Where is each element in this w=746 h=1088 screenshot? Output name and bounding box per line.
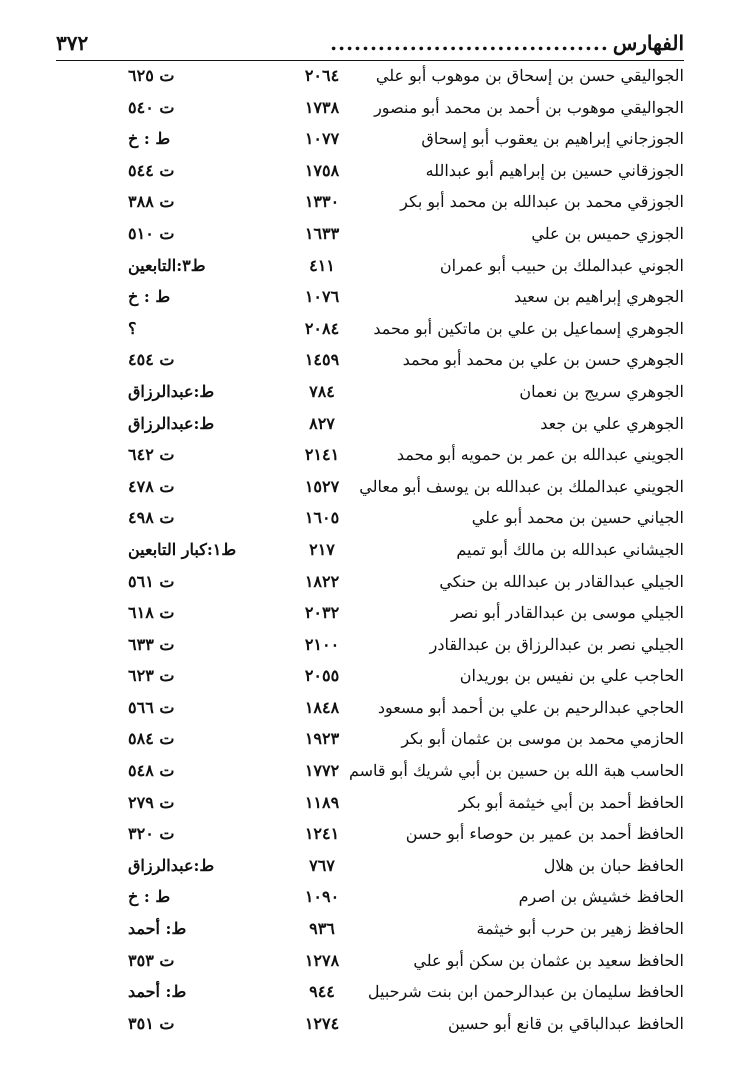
entry-number: ١٨٤٨ [304,697,340,717]
page-header [56,26,684,61]
entry-number: ١٠٩٠ [304,887,340,907]
entry-name: الجوهري إبراهيم بن سعيد [513,287,684,307]
entry-note: ط: أحمد [128,982,187,1002]
entry-number: ١٦٣٣ [304,223,340,243]
entry-note: ت ٥٤٠ [128,97,175,117]
entry-number: ٤١١ [309,255,335,275]
entry-name: الحافظ أحمد بن أبي خيثمة أبو بكر [458,792,684,812]
entry-name: الجوهري سريج بن نعمان [519,381,684,401]
entry-number: ٧٨٤ [309,381,335,401]
entry-note: ت ٣٥١ [128,1013,175,1033]
entry-number: ٩٤٤ [309,982,335,1002]
entry-number: ١٨٢٢ [304,571,340,591]
index-entry-row [0,155,746,187]
index-entry-row [0,502,746,534]
entry-name: الحافظ أحمد بن عمير بن حوصاء أبو حسن [405,824,684,844]
entry-name: الحافظ خشيش بن اصرم [518,887,684,907]
entry-name: الجوزقي محمد بن عبدالله بن محمد أبو بكر [400,192,684,212]
entry-name: الجويني عبدالملك بن عبدالله بن يوسف أبو معالي [359,476,684,496]
index-entry-row [0,945,746,977]
index-entry-row [0,344,746,376]
entry-number: ١٢٤١ [304,824,340,844]
entry-number: ١٠٧٦ [304,287,340,307]
entry-note: ت ٣٢٠ [128,824,175,844]
entry-name: الحاجي عبدالرحيم بن علي بن أحمد أبو مسعود [377,697,684,717]
entry-number: ٢١٧ [309,539,335,559]
index-entry-row [0,439,746,471]
index-entry-row [0,218,746,250]
index-entry-row [0,92,746,124]
entry-note: ت ٦٣٣ [128,634,175,654]
index-entry-list [0,60,746,1039]
entry-number: ٢١٠٠ [304,634,340,654]
entry-name: الجيلي عبدالقادر بن عبدالله بن حنكي [439,571,684,591]
index-entry-row [0,250,746,282]
index-entry-row [0,566,746,598]
entry-number: ٢١٤١ [304,445,340,465]
entry-number: ٢٠٦٤ [304,66,340,85]
entry-note: ت ٥٦١ [128,571,175,591]
entry-number: ١٧٧٢ [304,761,340,781]
entry-number: ١٣٣٠ [304,192,340,212]
header-leader-dots: ................................... [330,31,609,55]
entry-note: ط : خ [128,287,171,307]
entry-name: الجوني عبدالملك بن حبيب أبو عمران [439,255,684,275]
entry-number: ٧٦٧ [309,855,335,875]
entry-name: الحافظ سعيد بن عثمان بن سكن أبو علي [413,950,684,970]
entry-number: ٩٣٦ [309,919,335,939]
entry-note: ت ٥٤٤ [128,160,175,180]
entry-name: الحازمي محمد بن موسى بن عثمان أبو بكر [401,729,684,749]
entry-number: ١٩٢٣ [304,729,340,749]
entry-number: ٢٠٣٢ [304,603,340,623]
entry-name: الجيشاني عبدالله بن مالك أبو تميم [456,539,684,559]
entry-note: ط١:كبار التابعين [128,539,237,559]
entry-number: ١٥٢٧ [304,476,340,496]
entry-name: الجواليقي موهوب بن أحمد بن محمد أبو منصور [374,97,684,117]
index-entry-row [0,313,746,345]
entry-number: ١٢٧٤ [304,1013,340,1033]
entry-name: الجياني حسين بن محمد أبو علي [471,508,684,528]
index-entry-row [0,881,746,913]
entry-note: ت ٦٢٥ [128,66,175,85]
index-entry-row [0,787,746,819]
entry-note: ط : خ [128,129,171,149]
entry-name: الحافظ زهير بن حرب أبو خيثمة [476,919,684,939]
index-entry-row [0,723,746,755]
entry-name: الجواليقي حسن بن إسحاق بن موهوب أبو علي [375,66,684,85]
entry-number: ١١٨٩ [304,792,340,812]
entry-number: ١٠٧٧ [304,129,340,149]
entry-number: ٢٠٨٤ [304,318,340,338]
index-entry-row [0,60,746,92]
entry-note: ط: أحمد [128,919,187,939]
entry-note: ت ٤٧٨ [128,476,175,496]
entry-note: ط:عبدالرزاق [128,381,215,401]
entry-name: الحاجب علي بن نفيس بن بوريدان [459,666,684,686]
entry-name: الجويني عبدالله بن عمر بن حمويه أبو محمد [396,445,684,465]
entry-name: الحافظ عبدالباقي بن قانع أبو حسين [447,1013,684,1033]
entry-note: ت ٦٤٢ [128,445,175,465]
entry-note: ؟ [128,318,137,338]
index-entry-row [0,755,746,787]
entry-name: الحافظ حبان بن هلال [543,855,684,875]
entry-note: ت ٣٥٣ [128,950,175,970]
entry-name: الجيلي موسى بن عبدالقادر أبو نصر [451,603,684,623]
entry-note: ت ٦١٨ [128,603,175,623]
entry-note: ت ٤٥٤ [128,350,175,370]
entry-name: الجوهري حسن بن علي بن محمد أبو محمد [402,350,684,370]
entry-name: الحافظ سليمان بن عبدالرحمن ابن بنت شرحبيل [367,982,684,1002]
index-entry-row [0,818,746,850]
index-entry-row [0,471,746,503]
index-entry-row [0,281,746,313]
entry-name: الجوهري علي بن جعد [540,413,684,433]
entry-note: ت ٤٩٨ [128,508,175,528]
section-title: الفهارس [612,31,684,55]
entry-note: ت ٥٦٦ [128,697,175,717]
entry-note: ت ٥١٠ [128,223,175,243]
entry-note: ط:عبدالرزاق [128,413,215,433]
entry-number: ١٧٣٨ [304,97,340,117]
index-entry-row [0,692,746,724]
index-entry-row [0,629,746,661]
index-entry-row [0,534,746,566]
entry-number: ١٢٧٨ [304,950,340,970]
entry-note: ت ٢٧٩ [128,792,175,812]
entry-note: ت ٥٨٤ [128,729,175,749]
entry-number: ١٦٠٥ [304,508,340,528]
index-entry-row [0,660,746,692]
index-entry-row [0,1008,746,1040]
entry-name: الجوزي حميس بن علي [531,223,684,243]
entry-number: ٢٠٥٥ [304,666,340,686]
entry-note: ط : خ [128,887,171,907]
index-entry-row [0,597,746,629]
entry-name: الجوزجاني إبراهيم بن يعقوب أبو إسحاق [421,129,684,149]
header-title-group [330,31,684,55]
index-entry-row [0,186,746,218]
entry-note: ت ٣٨٨ [128,192,175,212]
entry-note: ط:عبدالرزاق [128,855,215,875]
entry-note: ت ٦٢٣ [128,666,175,686]
entry-number: ١٤٥٩ [304,350,340,370]
index-entry-row [0,376,746,408]
entry-number: ٨٢٧ [309,413,335,433]
index-entry-row [0,976,746,1008]
entry-number: ١٧٥٨ [304,160,340,180]
index-entry-row [0,850,746,882]
index-entry-row [0,913,746,945]
entry-note: ط٣:التابعين [128,255,206,275]
index-entry-row [0,408,746,440]
entry-name: الجيلي نصر بن عبدالرزاق بن عبدالقادر [429,634,684,654]
entry-name: الجوهري إسماعيل بن علي بن ماتكين أبو محمد [373,318,684,338]
entry-name: الحاسب هبة الله بن حسين بن أبي شريك أبو قاسم [348,761,684,781]
page-number: ٣٧٢ [56,31,89,55]
index-entry-row [0,123,746,155]
entry-name: الجوزقاني حسين بن إبراهيم أبو عبدالله [425,160,684,180]
entry-note: ت ٥٤٨ [128,761,175,781]
